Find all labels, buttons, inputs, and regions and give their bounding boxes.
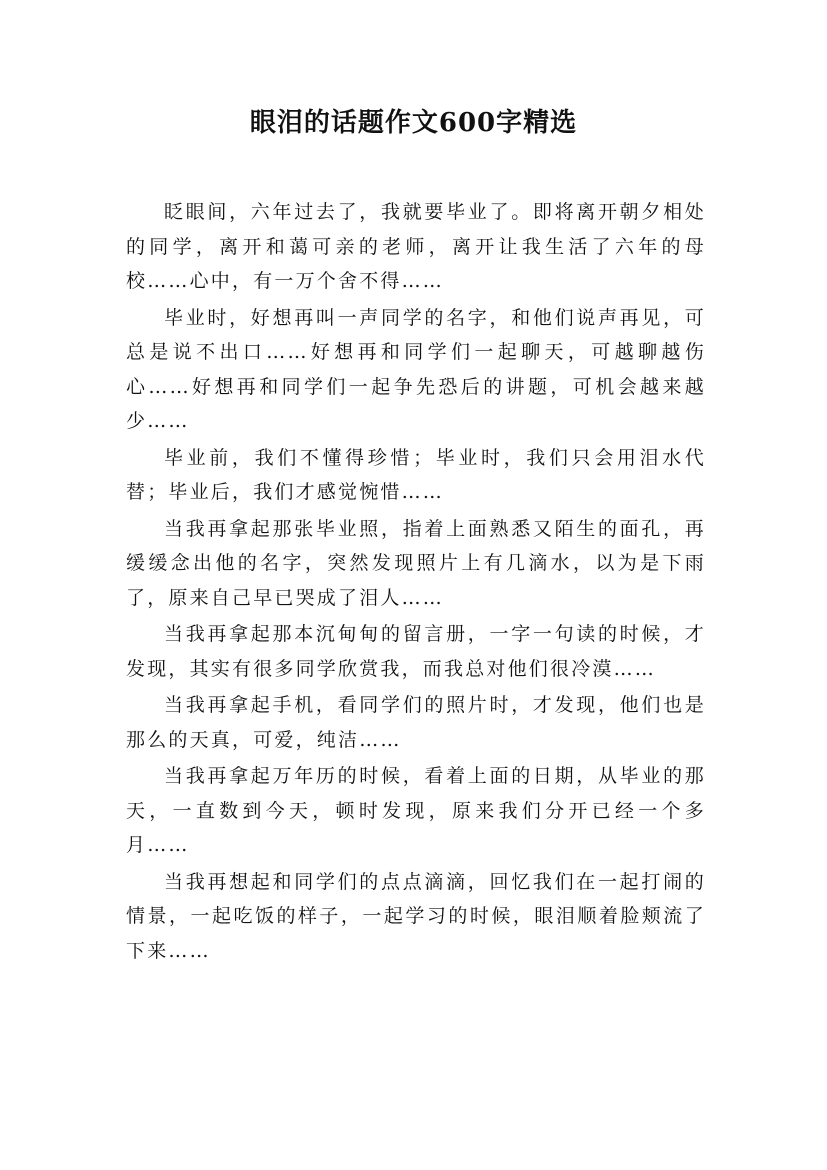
document-title: 眼泪的话题作文600字精选 <box>249 108 578 138</box>
paragraph: 当我再拿起那张毕业照，指着上面熟悉又陌生的面孔，再缓缓念出他的名字，突然发现照片上有几滴水，以为是下雨了，原来自己早已哭成了泪人…… <box>126 517 706 609</box>
paragraph: 当我再拿起万年历的时候，看着上面的日期，从毕业的那天，一直数到今天，顿时发现，原来我们分开已经一个多月…… <box>126 765 706 856</box>
document-body <box>126 195 706 970</box>
paragraph: 当我再拿起手机，看同学们的照片时，才发现，他们也是那么的天真，可爱，纯洁…… <box>126 694 706 751</box>
paragraph: 毕业时，好想再叫一声同学的名字，和他们说声再见，可总是说不出口……好想再和同学们一起聊天，可越聊越伤心……好想再和同学们一起争先恐后的讲题，可机会越来越少…… <box>126 306 706 432</box>
paragraph: 毕业前，我们不懂得珍惜；毕业时，我们只会用泪水代替；毕业后，我们才感觉惋惜…… <box>126 446 706 503</box>
paragraph: 眨眼间，六年过去了，我就要毕业了。即将离开朝夕相处的同学，离开和蔼可亲的老师，离开让我生活了六年的母校……心中，有一万个舍不得…… <box>126 201 706 292</box>
paragraph: 当我再拿起那本沉甸甸的留言册，一字一句读的时候，才发现，其实有很多同学欣赏我，而我总对他们很冷漠…… <box>126 623 706 680</box>
paragraph: 当我再想起和同学们的点点滴滴，回忆我们在一起打闹的情景，一起吃饭的样子，一起学习的时候，眼泪顺着脸颊流了下来…… <box>126 870 706 962</box>
